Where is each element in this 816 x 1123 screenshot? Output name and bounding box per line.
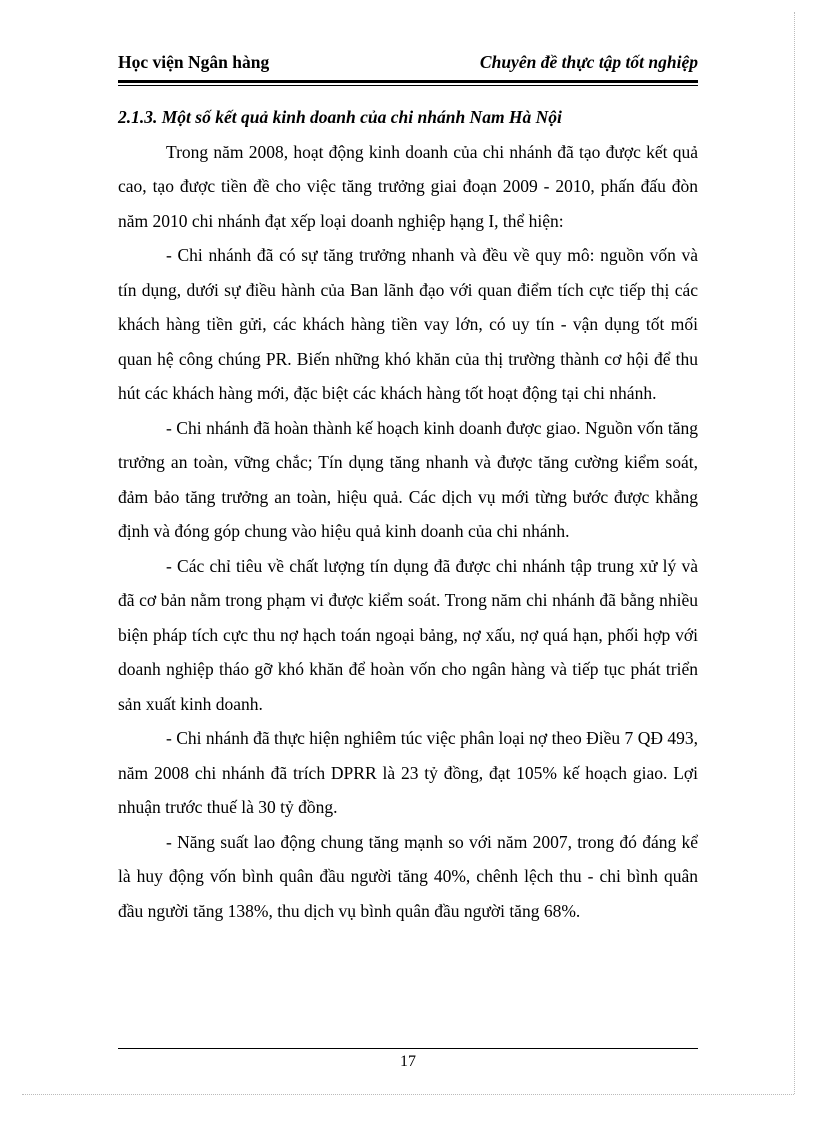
page-body	[118, 100, 698, 928]
page-header	[118, 52, 698, 80]
header-rule-thin	[118, 85, 698, 86]
footer-rule	[118, 1048, 698, 1049]
header-institution: Học viện Ngân hàng	[118, 52, 270, 72]
paragraph-plan: - Chi nhánh đã hoàn thành kế hoạch kinh doanh được giao. Nguồn vốn tăng trưởng an toàn, vững chắc; Tín dụng tăng nhanh và được tăng cường kiểm soát, đảm bảo tăng trưởng an toàn, hiệu quả. Các dịch vụ mới từng bước được khẳng định và đóng góp chung vào hiệu quả kinh doanh của chi nhánh.	[118, 417, 698, 541]
paragraph-growth: - Chi nhánh đã có sự tăng trưởng nhanh và đều về quy mô: nguồn vốn và tín dụng, dưới sự điều hành của Ban lãnh đạo với quan điểm tích cực tiếp thị các khách hàng tiền gửi, các khách hàng tiền vay lớn, có uy tín - vận dụng tốt mối quan hệ công chúng PR. Biến những khó khăn của thị trường thành cơ hội để thu hút các khách hàng mới, đặc biệt các khách hàng tốt hoạt động tại chi nhánh.	[118, 245, 698, 403]
paragraph-productivity: - Năng suất lao động chung tăng mạnh so với năm 2007, trong đó đáng kể là huy động vốn bình quân đầu người tăng 40%, chênh lệch thu - chi bình quân đầu người tăng 138%, thu dịch vụ bình quân đầu người tăng 68%.	[118, 831, 698, 921]
paragraph-intro: Trong năm 2008, hoạt động kinh doanh của chi nhánh đã tạo được kết quả cao, tạo được tiền đề cho việc tăng trưởng giai đoạn 2009 - 2010, phấn đấu đòn năm 2010 chi nhánh đạt xếp loại doanh nghiệp hạng I, thể hiện:	[118, 141, 698, 231]
header-rule-thick	[118, 80, 698, 83]
paragraph-credit-quality: - Các chỉ tiêu về chất lượng tín dụng đã được chi nhánh tập trung xử lý và đã cơ bản nằm trong phạm vi được kiểm soát. Trong năm chi nhánh đã bằng nhiều biện pháp tích cực thu nợ hạch toán ngoại bảng, nợ xấu, nợ quá hạn, phối hợp với doanh nghiệp tháo gỡ khó khăn để hoàn vốn cho ngân hàng và tiếp tục phát triển sản xuất kinh doanh.	[118, 555, 698, 714]
page-edge-right	[794, 12, 795, 1094]
page-edge-bottom	[22, 1094, 794, 1095]
header-document-type: Chuyên đề thực tập tốt nghiệp	[479, 52, 698, 72]
section-heading: 2.1.3. Một số kết quả kinh doanh của chi nhánh Nam Hà Nội	[118, 107, 562, 127]
paragraph-debt-classification: - Chi nhánh đã thực hiện nghiêm túc việc phân loại nợ theo Điều 7 QĐ 493, năm 2008 chi nhánh đã trích DPRR là 23 tỷ đồng, đạt 105% kế hoạch giao. Lợi nhuận trước thuế là 30 tỷ đồng.	[118, 728, 698, 817]
page-number: 17	[400, 1053, 416, 1070]
